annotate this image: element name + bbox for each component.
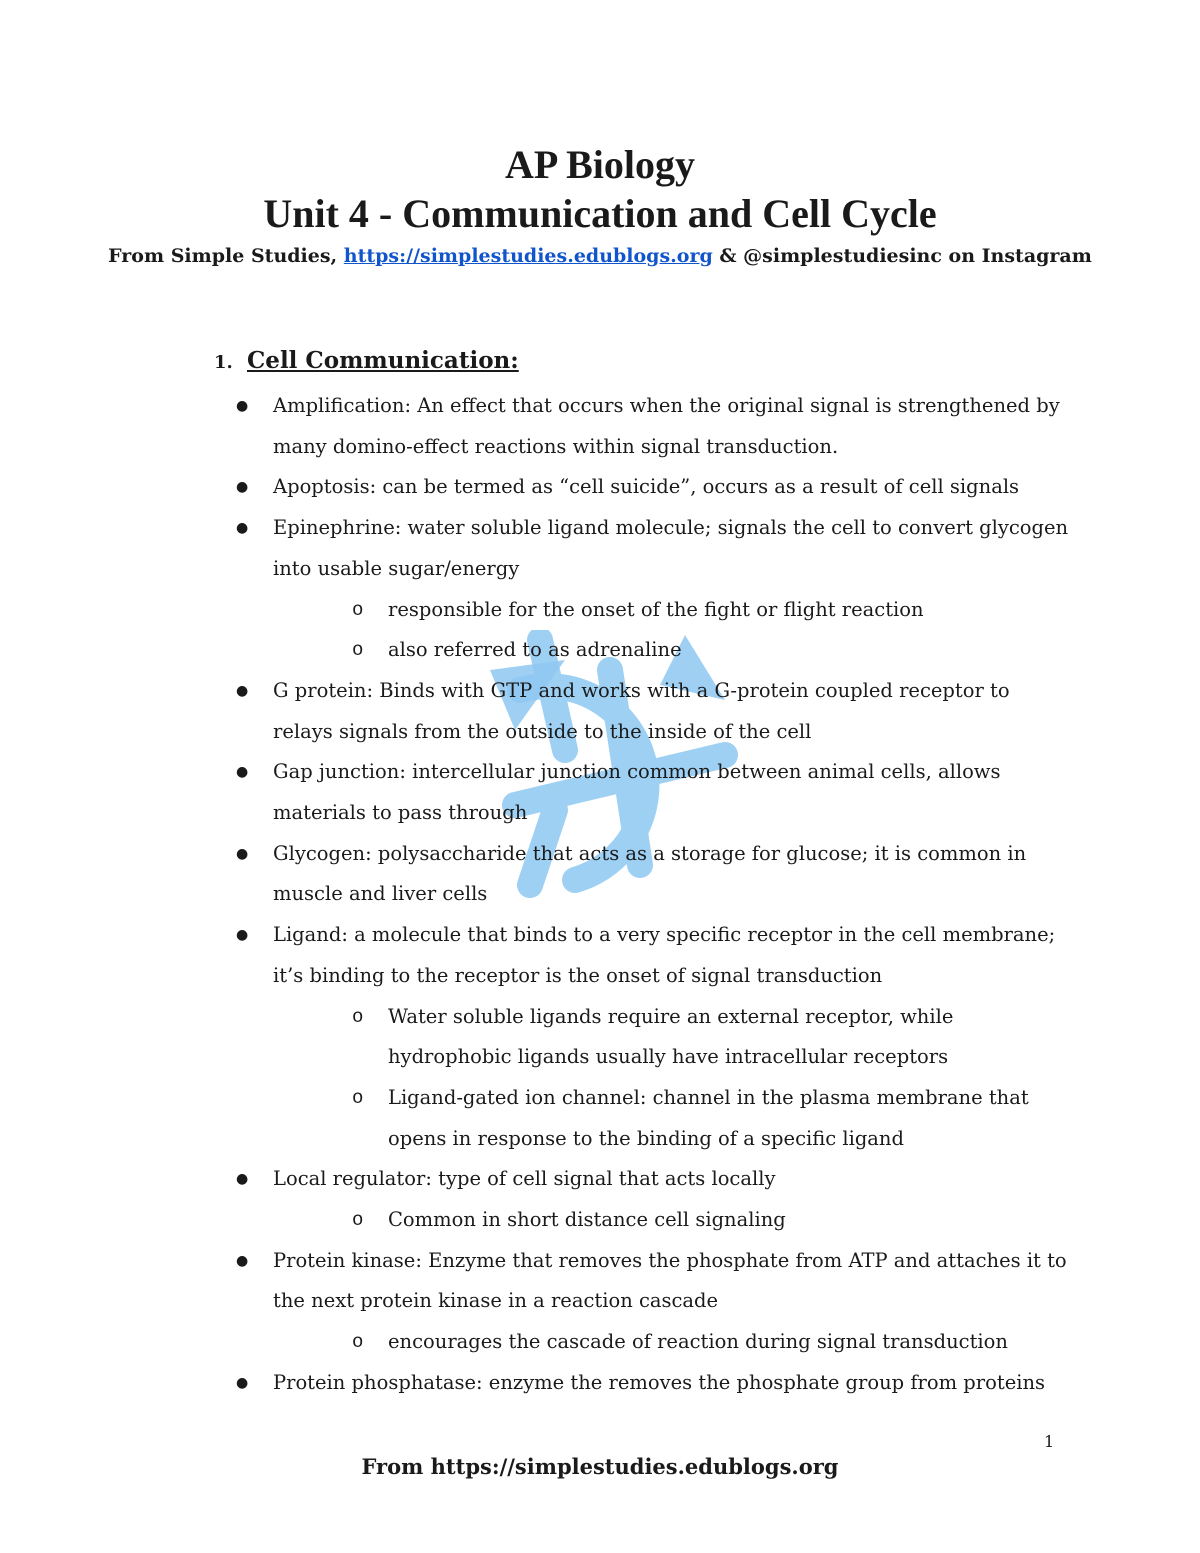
sub-list-item bbox=[0, 590, 1200, 631]
term-text: Protein phosphatase: enzyme the removes the phosphate group from proteins bbox=[273, 1370, 1046, 1394]
list-item bbox=[0, 386, 1200, 467]
bullet-icon: ● bbox=[236, 1171, 249, 1188]
source-prefix: From Simple Studies, bbox=[108, 245, 344, 267]
section-heading bbox=[214, 343, 519, 381]
list-item bbox=[0, 915, 1200, 996]
term-list bbox=[0, 386, 1200, 1404]
list-item bbox=[0, 508, 1200, 589]
sub-text: Water soluble ligands require an external receptor, while hydrophobic ligands usually have intracellular receptors bbox=[388, 1004, 954, 1069]
list-item bbox=[0, 834, 1200, 915]
sub-text: Common in short distance cell signaling bbox=[388, 1208, 786, 1232]
list-item bbox=[0, 1363, 1200, 1404]
sub-text: encourages the cascade of reaction during signal transduction bbox=[388, 1330, 1008, 1354]
term-text: Amplification: An effect that occurs when the original signal is strengthened by many domino-effect reactions within signal transduction. bbox=[273, 394, 1060, 458]
sub-list-item bbox=[0, 997, 1200, 1078]
bullet-icon: ● bbox=[236, 927, 249, 944]
sub-bullet-icon: o bbox=[352, 1209, 364, 1232]
sub-list-item bbox=[0, 1078, 1200, 1159]
source-link[interactable]: https://simplestudies.edublogs.org bbox=[343, 245, 713, 267]
bullet-icon: ● bbox=[236, 520, 249, 537]
bullet-icon: ● bbox=[236, 764, 249, 781]
term-text: Gap junction: intercellular junction common between animal cells, allows materials to pass through bbox=[273, 760, 1001, 825]
section-title: Cell Communication: bbox=[247, 347, 519, 374]
sub-list-item bbox=[0, 1200, 1200, 1241]
list-item bbox=[0, 1159, 1200, 1200]
section-number: 1. bbox=[214, 352, 233, 373]
bullet-icon: ● bbox=[236, 1374, 249, 1391]
document-title: AP Biology bbox=[504, 142, 696, 187]
term-text: Protein kinase: Enzyme that removes the phosphate from ATP and attaches it to the next protein kinase in a reaction cascade bbox=[273, 1248, 1067, 1313]
source-line bbox=[0, 241, 1200, 272]
bullet-icon: ● bbox=[236, 1252, 249, 1269]
bullet-icon: ● bbox=[236, 398, 249, 414]
sub-bullet-icon: o bbox=[352, 1086, 364, 1109]
term-text: Glycogen: polysaccharide that acts as a storage for glucose; it is common in muscle and liver cells bbox=[273, 841, 1027, 906]
list-item bbox=[0, 752, 1200, 833]
document-subtitle: Unit 4 - Communication and Cell Cycle bbox=[263, 191, 937, 236]
list-item bbox=[0, 1241, 1200, 1322]
sub-bullet-icon: o bbox=[352, 639, 364, 662]
term-text: Apoptosis: can be termed as “cell suicide”, occurs as a result of cell signals bbox=[273, 475, 1020, 499]
term-text: G protein: Binds with GTP and works with a G-protein coupled receptor to relays signals from the outside to the inside of the cell bbox=[273, 678, 1010, 743]
term-text: Ligand: a molecule that binds to a very specific receptor in the cell membrane; it’s binding to the receptor is the onset of signal transduction bbox=[273, 923, 1056, 987]
list-item bbox=[0, 467, 1200, 508]
term-text: Local regulator: type of cell signal that acts locally bbox=[273, 1167, 776, 1191]
bullet-icon: ● bbox=[236, 682, 249, 699]
term-text: Epinephrine: water soluble ligand molecule; signals the cell to convert glycogen into usable sugar/energy bbox=[273, 516, 1069, 580]
sub-text: Ligand-gated ion channel: channel in the plasma membrane that opens in response to the binding of a specific ligand bbox=[388, 1085, 1029, 1150]
page-footer: From https://simplestudies.edublogs.org bbox=[361, 1454, 839, 1479]
sub-bullet-icon: o bbox=[352, 1005, 364, 1028]
bullet-icon: ● bbox=[236, 845, 249, 862]
document-header bbox=[0, 140, 1200, 272]
bullet-icon: ● bbox=[236, 479, 249, 496]
sub-list-item bbox=[0, 630, 1200, 671]
sub-bullet-icon: o bbox=[352, 1331, 364, 1354]
list-item bbox=[0, 671, 1200, 752]
sub-text: also referred to as adrenaline bbox=[388, 638, 682, 662]
sub-bullet-icon: o bbox=[352, 598, 364, 621]
page-number: 1 bbox=[1044, 1432, 1055, 1451]
source-suffix: & @simplestudiesinc on Instagram bbox=[712, 245, 1092, 267]
sub-list-item bbox=[0, 1322, 1200, 1363]
sub-text: responsible for the onset of the fight or flight reaction bbox=[388, 597, 924, 621]
